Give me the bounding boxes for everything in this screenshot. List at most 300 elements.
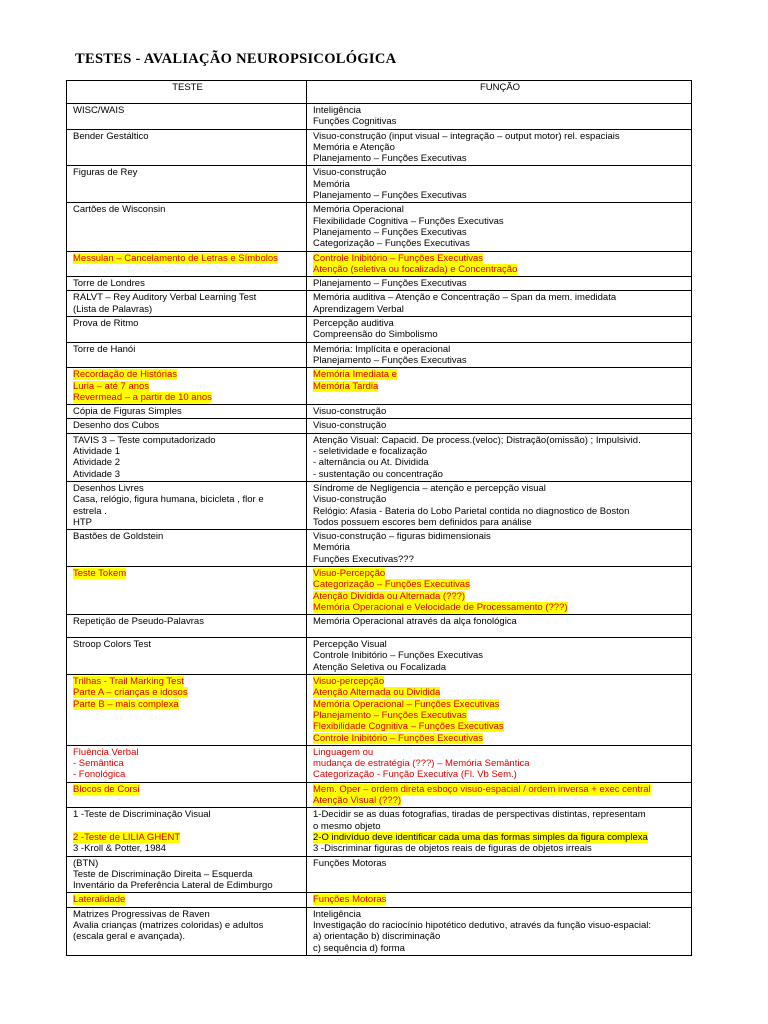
cell-text: Percepção auditiva — [313, 318, 394, 330]
cell-line — [313, 699, 687, 710]
cell-funcao — [307, 129, 692, 166]
table-row — [67, 566, 692, 614]
cell-line — [73, 639, 302, 650]
cell-text: Atenção Alternada ou Dividida — [313, 687, 441, 699]
cell-line — [313, 167, 687, 178]
cell-line — [313, 795, 687, 806]
cell-line — [73, 369, 302, 380]
cell-teste — [67, 782, 307, 808]
cell-teste — [67, 530, 307, 567]
cell-line — [73, 494, 302, 505]
table-row — [67, 203, 692, 251]
cell-text: Fluência Verbal — [73, 746, 139, 758]
cell-teste — [67, 675, 307, 746]
cell-teste — [67, 893, 307, 907]
cell-text: Visuo-construção — [313, 494, 387, 506]
cell-line — [73, 446, 302, 457]
cell-teste — [67, 104, 307, 130]
cell-line — [313, 227, 687, 238]
cell-line — [313, 381, 687, 392]
header-funcao: FUNÇÃO — [307, 81, 692, 104]
cell-text: Memória: Implícita e operacional — [313, 343, 451, 355]
cell-teste — [67, 907, 307, 955]
cell-text: Categorização – Funções Executivas — [313, 579, 470, 591]
cell-text: Atenção Visual (???) — [313, 795, 402, 807]
cell-text: Visuo-Percepção — [313, 567, 386, 579]
cell-funcao — [307, 808, 692, 856]
table-row — [67, 893, 692, 907]
cell-funcao — [307, 251, 692, 277]
cell-text: Memória — [313, 542, 350, 554]
table-row — [67, 615, 692, 638]
cell-line — [313, 931, 687, 942]
cell-text: Funções Motoras — [313, 894, 387, 906]
cell-text: Planejamento – Funções Executivas — [313, 153, 467, 165]
cell-text: Desenhos Livres — [73, 482, 144, 494]
cell-line — [313, 747, 687, 758]
cell-line — [313, 758, 687, 769]
cell-text: Percepção Visual — [313, 639, 387, 651]
cell-text: Controle Inibitório – Funções Executivas — [313, 252, 484, 264]
cell-text: Inteligência — [313, 908, 362, 920]
table-row — [67, 419, 692, 433]
cell-funcao — [307, 745, 692, 782]
cell-line — [73, 420, 302, 431]
cell-text: Memória Imediata e — [313, 369, 397, 381]
cell-funcao — [307, 291, 692, 317]
cell-line — [313, 650, 687, 661]
table-row — [67, 856, 692, 893]
cell-line — [73, 769, 302, 780]
header-teste: TESTE — [67, 81, 307, 104]
cell-text: Desenho dos Cubos — [73, 420, 160, 432]
cell-line — [313, 329, 687, 340]
cell-teste — [67, 203, 307, 251]
cell-funcao — [307, 481, 692, 529]
cell-line — [73, 392, 302, 403]
cell-text: Síndrome de Negligencia – atenção e percepção visual — [313, 482, 546, 494]
table-row — [67, 638, 692, 675]
cell-line — [313, 483, 687, 494]
cell-line — [313, 733, 687, 744]
cell-text: Memória Operacional e Velocidade de Processamento (???) — [313, 601, 568, 613]
cell-text: Visuo-construção (input visual – integração – output motor) rel. espaciais — [313, 130, 620, 142]
cell-line — [313, 190, 687, 201]
cell-line — [313, 457, 687, 468]
cell-text: Funções Cognitivas — [313, 116, 397, 128]
cell-text: Memória e Atenção — [313, 141, 395, 153]
cell-line — [73, 920, 302, 931]
cell-text: Atenção Seletiva ou Focalizada — [313, 661, 447, 673]
cell-line — [313, 304, 687, 315]
cell-line — [313, 616, 687, 627]
cell-line — [313, 142, 687, 153]
cell-line — [73, 909, 302, 920]
cell-line — [73, 784, 302, 795]
cell-line — [73, 304, 302, 315]
cell-text: Planejamento – Funções Executivas — [313, 709, 467, 721]
cell-text: 3 -Kroll & Potter, 1984 — [73, 843, 166, 855]
cell-teste — [67, 251, 307, 277]
cell-text: Memória Operacional – Funções Executivas — [313, 698, 500, 710]
cell-line — [313, 832, 687, 843]
cell-text: Aprendizagem Verbal — [313, 303, 404, 315]
cell-text: - Fonológica — [73, 769, 126, 781]
cell-line — [73, 457, 302, 468]
cell-text: 1 -Teste de Discriminação Visual — [73, 809, 211, 821]
cell-line — [73, 931, 302, 942]
cell-text: - alternância ou At. Dividida — [313, 457, 429, 469]
cell-line — [313, 809, 687, 820]
table-row — [67, 277, 692, 291]
cell-text: Relógio: Afasia - Bateria do Lobo Parietal contida no diagnostico de Boston — [313, 505, 630, 517]
cell-text: (BTN) — [73, 857, 99, 869]
cell-teste — [67, 129, 307, 166]
cell-line — [73, 406, 302, 417]
cell-line — [313, 369, 687, 380]
cell-funcao — [307, 277, 692, 291]
cell-teste — [67, 745, 307, 782]
cell-text: Prova de Ritmo — [73, 318, 139, 330]
cell-text: Memória Operacional — [313, 204, 404, 216]
cell-text: 2-O indivíduo deve identificar cada uma das formas simples da figura complexa — [313, 831, 648, 843]
cell-text: - seletividade e focalização — [313, 446, 428, 458]
cell-text: Bender Gestáltico — [73, 130, 149, 142]
cell-line — [73, 105, 302, 116]
cell-text: Torre de Londres — [73, 278, 145, 290]
cell-line — [73, 381, 302, 392]
cell-funcao — [307, 368, 692, 405]
cell-funcao — [307, 530, 692, 567]
cell-line — [313, 568, 687, 579]
cell-line — [73, 676, 302, 687]
cell-line — [313, 858, 687, 869]
cell-line — [73, 253, 302, 264]
cell-line — [73, 894, 302, 905]
cell-text: Parte B – mais complexa — [73, 698, 179, 710]
cell-line — [73, 832, 302, 843]
cell-line — [313, 710, 687, 721]
cell-text: Mem. Oper – ordem direta esboço visuo-espacial / ordem inversa + exec central — [313, 783, 651, 795]
cell-line — [313, 909, 687, 920]
table-row — [67, 745, 692, 782]
table-row — [67, 675, 692, 746]
cell-text: Memória auditiva – Atenção e Concentração – Span da mem. imedidata — [313, 292, 617, 304]
cell-text: 2 -Teste de LILIA GHENT — [73, 831, 181, 843]
cell-text: estrela . — [73, 505, 107, 517]
cell-line — [313, 579, 687, 590]
cell-line — [73, 687, 302, 698]
cell-text: - sustentação ou concentração — [313, 468, 443, 480]
cell-text: Atividade 1 — [73, 446, 121, 458]
cell-text: Controle Inibitório – Funções Executivas — [313, 732, 484, 744]
cell-funcao — [307, 675, 692, 746]
cell-line — [313, 843, 687, 854]
cell-line — [73, 858, 302, 869]
cell-line — [73, 531, 302, 542]
cell-line — [313, 721, 687, 732]
cell-line — [313, 920, 687, 931]
cell-text: Repetição de Pseudo-Palavras — [73, 616, 204, 628]
cell-text: Cartões de Wisconsin — [73, 204, 166, 216]
cell-line — [313, 116, 687, 127]
cell-teste — [67, 342, 307, 368]
cell-text: Matrizes Progressivas de Raven — [73, 908, 210, 920]
cell-teste — [67, 808, 307, 856]
cell-text: Blocos de Corsi — [73, 783, 140, 795]
cell-text: Visuo-construção — [313, 420, 387, 432]
cell-teste — [67, 166, 307, 203]
cell-line — [73, 344, 302, 355]
page-title: TESTES - AVALIAÇÃO NEUROPSICOLÓGICA — [75, 51, 397, 67]
cell-text: a) orientação b) discriminação — [313, 931, 441, 943]
cell-teste — [67, 615, 307, 638]
cell-funcao — [307, 342, 692, 368]
cell-line — [313, 446, 687, 457]
cell-text: Planejamento – Funções Executivas — [313, 278, 467, 290]
cell-line — [73, 869, 302, 880]
cell-line — [313, 676, 687, 687]
cell-line — [73, 506, 302, 517]
cell-teste — [67, 405, 307, 419]
cell-line — [313, 264, 687, 275]
table-row — [67, 129, 692, 166]
cell-line — [73, 204, 302, 215]
cell-text: c) sequência d) forma — [313, 942, 405, 954]
cell-line — [313, 542, 687, 553]
cell-teste — [67, 368, 307, 405]
cell-funcao — [307, 566, 692, 614]
cell-text: Funções Executivas??? — [313, 553, 414, 565]
cell-text: Atenção (seletiva ou focalizada) e Concentração — [313, 263, 518, 275]
cell-line — [73, 469, 302, 480]
cell-text: Inteligência — [313, 105, 362, 116]
cell-text: Memória Tardia — [313, 380, 379, 392]
cell-text: o mesmo objeto — [313, 820, 381, 832]
cell-text: Recordação de Histórias — [73, 369, 178, 381]
cell-text: Visuo-construção — [313, 406, 387, 418]
cell-funcao — [307, 907, 692, 955]
cell-teste — [67, 856, 307, 893]
table-row — [67, 317, 692, 343]
cell-line — [313, 894, 687, 905]
table-row — [67, 433, 692, 481]
cell-teste — [67, 566, 307, 614]
cell-line — [313, 943, 687, 954]
cell-line — [313, 420, 687, 431]
cell-text: Investigação do raciocínio hipotético dedutivo, através da função visuo-espacial: — [313, 920, 651, 931]
table-row — [67, 104, 692, 130]
cell-text: Atividade 3 — [73, 468, 121, 480]
cell-line — [73, 699, 302, 710]
cell-text: Parte A – crianças e idosos — [73, 687, 188, 699]
cell-text: Funções Motoras — [313, 857, 387, 869]
cell-teste — [67, 277, 307, 291]
cell-text: Planejamento – Funções Executivas — [313, 226, 467, 238]
cell-text: Teste Tokem — [73, 567, 127, 579]
cell-text: Visuo-construção – figuras bidimensionais — [313, 531, 491, 543]
cell-line — [313, 253, 687, 264]
cell-text: Avalia crianças (matrizes coloridas) e adultos — [73, 920, 264, 931]
cell-line — [313, 344, 687, 355]
cell-line — [73, 843, 302, 854]
cell-line — [313, 531, 687, 542]
cell-line — [73, 616, 302, 627]
cell-line — [313, 355, 687, 366]
cell-text: Memória Operacional através da alça fonológica — [313, 616, 517, 628]
cell-line — [313, 821, 687, 832]
cell-line — [313, 554, 687, 565]
cell-text: Stroop Colors Test — [73, 639, 151, 651]
cell-line — [73, 747, 302, 758]
cell-funcao — [307, 782, 692, 808]
cell-text: Memória — [313, 178, 350, 190]
cell-teste — [67, 317, 307, 343]
cell-line — [73, 517, 302, 528]
cell-text: RALVT – Rey Auditory Verbal Learning Test — [73, 292, 257, 304]
cell-line — [313, 639, 687, 650]
cell-line — [73, 880, 302, 891]
tests-table — [66, 80, 692, 956]
cell-line — [73, 435, 302, 446]
cell-text: Figuras de Rey — [73, 167, 138, 179]
cell-line — [73, 167, 302, 178]
cell-text: Luria – até 7 anos — [73, 380, 150, 392]
cell-funcao — [307, 405, 692, 419]
cell-text: Teste de Discriminação Direita – Esquerda — [73, 868, 253, 880]
cell-funcao — [307, 856, 692, 893]
cell-line — [73, 131, 302, 142]
cell-text: TAVIS 3 – Teste computadorizado — [73, 434, 216, 446]
cell-line — [313, 216, 687, 227]
cell-text: Messulan – Cancelamento de Letras e Símbolos — [73, 252, 278, 264]
cell-text: Lateralidade — [73, 894, 126, 906]
table-row — [67, 481, 692, 529]
cell-text: (escala geral e avançada). — [73, 931, 185, 943]
cell-text: (Lista de Palavras) — [73, 303, 153, 315]
cell-line — [73, 568, 302, 579]
cell-line — [73, 292, 302, 303]
cell-line — [313, 769, 687, 780]
cell-text: Compreensão do Simbolismo — [313, 329, 438, 341]
table-header-row — [67, 81, 692, 104]
cell-text: Atenção Visual: Capacid. De process.(veloc); Distração(omissão) ; Impulsivid. — [313, 434, 641, 446]
cell-text: Planejamento – Funções Executivas — [313, 354, 467, 366]
cell-line — [313, 687, 687, 698]
cell-text: Inventário da Preferência Lateral de Edimburgo — [73, 880, 273, 892]
table-row — [67, 342, 692, 368]
cell-line — [313, 238, 687, 249]
cell-text: HTP — [73, 516, 92, 528]
table-row — [67, 166, 692, 203]
cell-text: Bastões de Goldstein — [73, 531, 164, 543]
table-row — [67, 907, 692, 955]
cell-funcao — [307, 419, 692, 433]
cell-funcao — [307, 893, 692, 907]
cell-line — [313, 435, 687, 446]
cell-line — [73, 278, 302, 289]
cell-text: Controle Inibitório – Funções Executivas — [313, 650, 484, 662]
cell-line — [313, 406, 687, 417]
cell-text — [73, 821, 76, 832]
cell-funcao — [307, 615, 692, 638]
cell-funcao — [307, 317, 692, 343]
cell-line — [313, 506, 687, 517]
cell-line — [73, 821, 302, 832]
cell-text: Todos possuem escores bem definidos para análise — [313, 516, 532, 528]
cell-teste — [67, 481, 307, 529]
cell-text: Torre de Hanói — [73, 343, 136, 355]
cell-line — [313, 204, 687, 215]
cell-line — [73, 483, 302, 494]
cell-funcao — [307, 104, 692, 130]
cell-line — [313, 784, 687, 795]
cell-line — [313, 591, 687, 602]
cell-line — [73, 758, 302, 769]
cell-funcao — [307, 166, 692, 203]
cell-text: Revermead – a partir de 10 anos — [73, 391, 212, 403]
cell-teste — [67, 638, 307, 675]
cell-line — [313, 662, 687, 673]
cell-text: Linguagem ou — [313, 746, 374, 758]
cell-text: Atenção Dividida ou Alternada (???) — [313, 590, 466, 602]
cell-line — [73, 318, 302, 329]
table-row — [67, 251, 692, 277]
cell-text: 1-Decidir se as duas fotografias, tiradas de perspectivas distintas, representam — [313, 809, 646, 821]
cell-text: WISC/WAIS — [73, 105, 125, 116]
cell-text: Casa, relógio, figura humana, bicicleta , flor e — [73, 494, 264, 506]
table-row — [67, 782, 692, 808]
cell-funcao — [307, 638, 692, 675]
cell-line — [313, 318, 687, 329]
table-row — [67, 291, 692, 317]
cell-line — [313, 469, 687, 480]
cell-line — [73, 809, 302, 820]
cell-text: Visuo-percepção — [313, 676, 385, 688]
cell-text: mudança de estratégia (???) – Memória Semântica — [313, 758, 530, 770]
cell-line — [313, 278, 687, 289]
table-body — [67, 104, 692, 956]
cell-teste — [67, 419, 307, 433]
cell-funcao — [307, 203, 692, 251]
cell-text: Trilhas - Trail Marking Test — [73, 676, 184, 688]
cell-text: Categorização - Função Executiva (Fl. Vb Sem.) — [313, 769, 517, 781]
cell-text: Cópia de Figuras Simples — [73, 406, 182, 418]
cell-teste — [67, 291, 307, 317]
table-row — [67, 530, 692, 567]
cell-teste — [67, 433, 307, 481]
table-row — [67, 405, 692, 419]
cell-text: Visuo-construção — [313, 167, 387, 179]
cell-text: Flexibilidade Cognitiva – Funções Executivas — [313, 721, 504, 733]
cell-funcao — [307, 433, 692, 481]
table-row — [67, 368, 692, 405]
cell-text: Categorização – Funções Executivas — [313, 238, 470, 250]
cell-line — [313, 292, 687, 303]
cell-line — [313, 131, 687, 142]
cell-line — [313, 602, 687, 613]
cell-line — [313, 494, 687, 505]
cell-line — [313, 105, 687, 116]
cell-text: Planejamento – Funções Executivas — [313, 190, 467, 202]
cell-text: 3 -Discriminar figuras de objetos reais de figuras de objetos irreais — [313, 843, 592, 855]
cell-text: - Semântica — [73, 758, 124, 770]
cell-line — [313, 179, 687, 190]
cell-line — [313, 153, 687, 164]
cell-line — [313, 517, 687, 528]
cell-text: Flexibilidade Cognitiva – Funções Executivas — [313, 215, 504, 227]
table-row — [67, 808, 692, 856]
